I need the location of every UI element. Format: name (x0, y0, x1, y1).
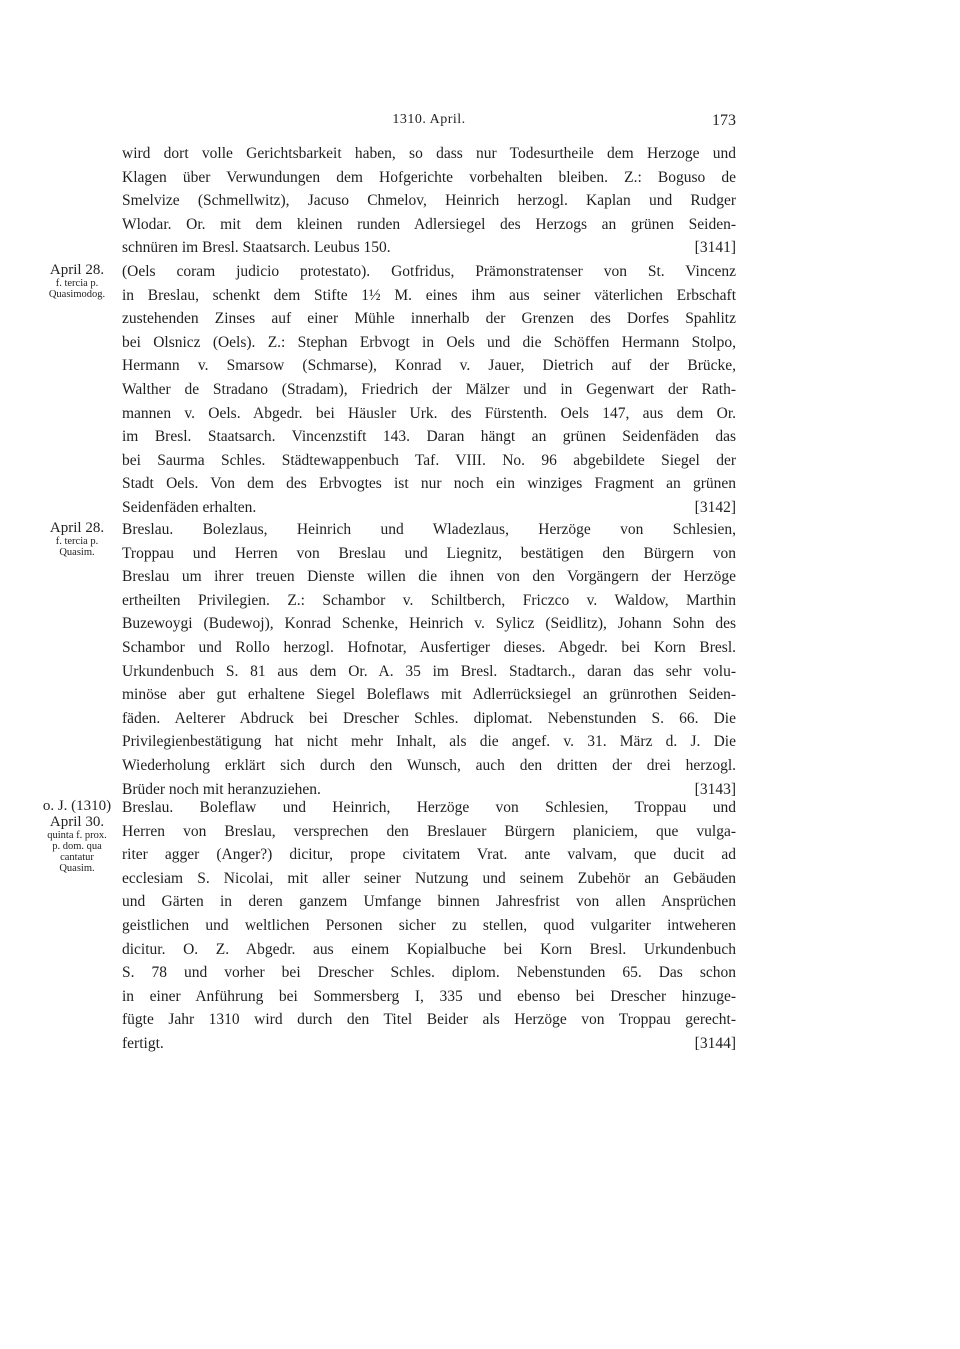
text-line (122, 890, 736, 914)
text-line (122, 1008, 736, 1032)
text-line-content: bei Saurma Schles. Städtewappenbuch Taf. VIII. No. 96 abgebildete Siegel der (122, 451, 736, 469)
text-line (122, 307, 736, 331)
text-line (122, 820, 736, 844)
text-line (122, 496, 736, 520)
text-line-content: Buzewoygi (Budewoj), Konrad Schenke, Heinrich v. Sylicz (Seidlitz), Johann Sohn des (122, 615, 736, 633)
text-line (122, 284, 736, 308)
text-line-content: Urkundenbuch S. 81 aus dem Or. A. 35 im Bresl. Stadtarch., daran das sehr volu- (122, 662, 736, 680)
margin-note (30, 520, 124, 558)
text-line (122, 260, 736, 284)
running-head: 1310. April. (392, 112, 466, 127)
margin-note-line: f. tercia p. (55, 536, 99, 547)
margin-note-line: cantatur (60, 852, 94, 863)
text-line (122, 518, 736, 542)
text-line-content: Herren von Breslau, versprechen den Breslauer Bürgern planiciem, que vulga- (122, 822, 736, 840)
text-line-content: Wiederholung erklärt sich durch den Wunsch, auch den dritten der drei herzogl. (122, 756, 736, 774)
text-line-content: in einer Anführung bei Sommersberg I, 335 und ebenso bei Drescher hinzuge- (122, 987, 736, 1005)
text-line-content: Stadt Oels. Von dem des Erbvogtes ist nur noch ein winziges Fragment an grünen (122, 475, 736, 493)
text-line-content: Wlodar. Or. mit dem kleinen runden Adlersiegel des Herzogs an grünen Seiden- (122, 215, 736, 233)
page-number: 173 (712, 112, 736, 129)
text-line-content: Breslau um ihrer treuen Dienste willen die ihnen von den Vorgängern der Herzöge (122, 568, 736, 586)
page-header (122, 112, 736, 132)
text-line-content: wird dort volle Gerichtsbarkeit haben, so dass nur Todesurtheile dem Herzoge und (122, 145, 736, 162)
entry-number: [3144] (694, 1034, 736, 1052)
text-line (122, 636, 736, 660)
text-line (122, 589, 736, 613)
text-line (122, 730, 736, 754)
text-line-content: Breslau. Bolezlaus, Heinrich und Wladezlaus, Herzöge von Schlesien, (122, 521, 736, 538)
text-line-content: schnüren im Bresl. Staatsarch. Leubus 150. (122, 239, 391, 257)
text-line (122, 1032, 736, 1056)
margin-note-line: f. tercia p. (55, 278, 99, 289)
text-line (122, 843, 736, 867)
margin-note (30, 262, 124, 300)
text-line (122, 683, 736, 707)
margin-date: April 28. (49, 520, 105, 536)
margin-date: o. J. (1310) (42, 798, 112, 814)
text-line (122, 142, 736, 166)
entry-text (122, 518, 736, 801)
text-line-content: ecclesiam S. Nicolai, mit aller seiner Nutzung und seinem Zubehör an Gebäuden (122, 869, 736, 887)
entry-text (122, 142, 736, 260)
text-line (122, 378, 736, 402)
text-line-content: Schambor und Rollo herzogl. Hofnotar, Ausfertiger dieses. Abgedr. bei Korn Bresl. (122, 638, 736, 656)
text-line (122, 612, 736, 636)
text-line-content: fäden. Aelterer Abdruck bei Drescher Schles. diplomat. Nebenstunden S. 66. Die (122, 709, 736, 727)
text-line (122, 961, 736, 985)
text-line (122, 236, 736, 260)
text-line-content: (Oels coram judicio protestato). Gotfridus, Prämonstratenser von St. Vincenz (122, 263, 736, 280)
text-line-content: Hermann v. Smarsow (Schmarse), Konrad v. Jauer, Dietrich auf der Brücke, (122, 357, 736, 375)
text-line (122, 425, 736, 449)
text-line-content: riter agger (Anger?) dicitur, prope civitatem Vrat. ante valvam, que ducit ad (122, 846, 736, 864)
margin-note-line: p. dom. qua (52, 841, 102, 852)
entry-number: [3143] (694, 780, 736, 798)
text-line-content: minöse aber gut erhaltene Siegel Boleflaws mit Adlerrücksiegel an grünrothen Seiden- (122, 686, 736, 704)
text-line-content: bei Olsnicz (Oels). Z.: Stephan Erbvogt in Oels und die Schöffen Hermann Stolpo, (122, 333, 736, 351)
text-line (122, 166, 736, 190)
entry-number: [3142] (694, 498, 736, 516)
text-line (122, 754, 736, 778)
margin-note-line: Quasim. (59, 863, 95, 874)
margin-note-line: Quasimodog. (48, 289, 106, 300)
text-line (122, 354, 736, 378)
text-line (122, 985, 736, 1009)
text-line (122, 542, 736, 566)
entry-text (122, 796, 736, 1056)
margin-note (30, 798, 124, 874)
margin-note-line: quinta f. prox. (47, 830, 107, 841)
text-line (122, 331, 736, 355)
entry-text (122, 260, 736, 520)
text-line (122, 707, 736, 731)
text-line-content: Klagen über Verwundungen dem Hofgerichte vorbehalten bleiben. Z.: Boguso de (122, 168, 736, 186)
text-line (122, 796, 736, 820)
text-line (122, 189, 736, 213)
text-line-content: Privilegienbestätigung hat nicht mehr Inhalt, als die angef. v. 31. März d. J. Die (122, 733, 736, 751)
text-line-content: fügte Jahr 1310 wird durch den Titel Beider als Herzöge von Troppau gerecht- (122, 1011, 736, 1029)
margin-note-line: April 30. (49, 814, 105, 830)
text-line-content: zustehenden Zinses auf einer Mühle innerhalb der Grenzen des Dorfes Spahlitz (122, 310, 736, 328)
text-line-content: Smelvize (Schmellwitz), Jacuso Chmelov, Heinrich herzogl. Kaplan und Rudger (122, 192, 736, 210)
margin-note-line: Quasim. (59, 547, 95, 558)
text-line-content: Troppau und Herren von Breslau und Liegnitz, bestätigen den Bürgern von (122, 544, 736, 562)
text-line-content: und Gärten in deren ganzem Umfange binnen Jahresfrist von allen Ansprüchen (122, 893, 736, 911)
text-line-content: dicitur. O. Z. Abgedr. aus einem Kopialbuche bei Korn Bresl. Urkundenbuch (122, 940, 736, 958)
margin-date: April 28. (49, 262, 105, 278)
text-line (122, 660, 736, 684)
text-line (122, 914, 736, 938)
text-line (122, 449, 736, 473)
text-line (122, 938, 736, 962)
text-line-content: im Bresl. Staatsarch. Vincenzstift 143. Daran hängt an grünen Seidenfäden das (122, 428, 736, 446)
text-line-content: Seidenfäden erhalten. (122, 498, 257, 516)
text-line-content: geistlichen und weltlichen Personen sicher zu stellen, quod vulgariter intweheren (122, 916, 736, 934)
entry-number: [3141] (694, 239, 736, 257)
text-line (122, 565, 736, 589)
text-line-content: mannen v. Oels. Abgedr. bei Häusler Urk. des Fürstenth. Oels 147, aus dem Or. (122, 404, 736, 422)
text-line (122, 867, 736, 891)
text-line-content: ertheilten Privilegien. Z.: Schambor v. Schiltberch, Friczco v. Waldow, Marthin (122, 591, 736, 609)
text-line-content: S. 78 und vorher bei Drescher Schles. diplom. Nebenstunden 65. Das schon (122, 964, 736, 982)
text-line-content: Breslau. Boleflaw und Heinrich, Herzöge von Schlesien, Troppau und (122, 799, 736, 816)
text-line-content: Brüder noch mit heranzuziehen. (122, 780, 321, 798)
text-line (122, 213, 736, 237)
text-line-content: fertigt. (122, 1034, 164, 1052)
text-line (122, 402, 736, 426)
text-line-content: Walther de Stradano (Stradam), Friedrich der Mälzer und in Gegenwart der Rath- (122, 380, 736, 398)
text-line-content: in Breslau, schenkt dem Stifte 1½ M. eines ihm aus seiner väterlichen Erbschaft (122, 286, 736, 304)
text-line (122, 472, 736, 496)
